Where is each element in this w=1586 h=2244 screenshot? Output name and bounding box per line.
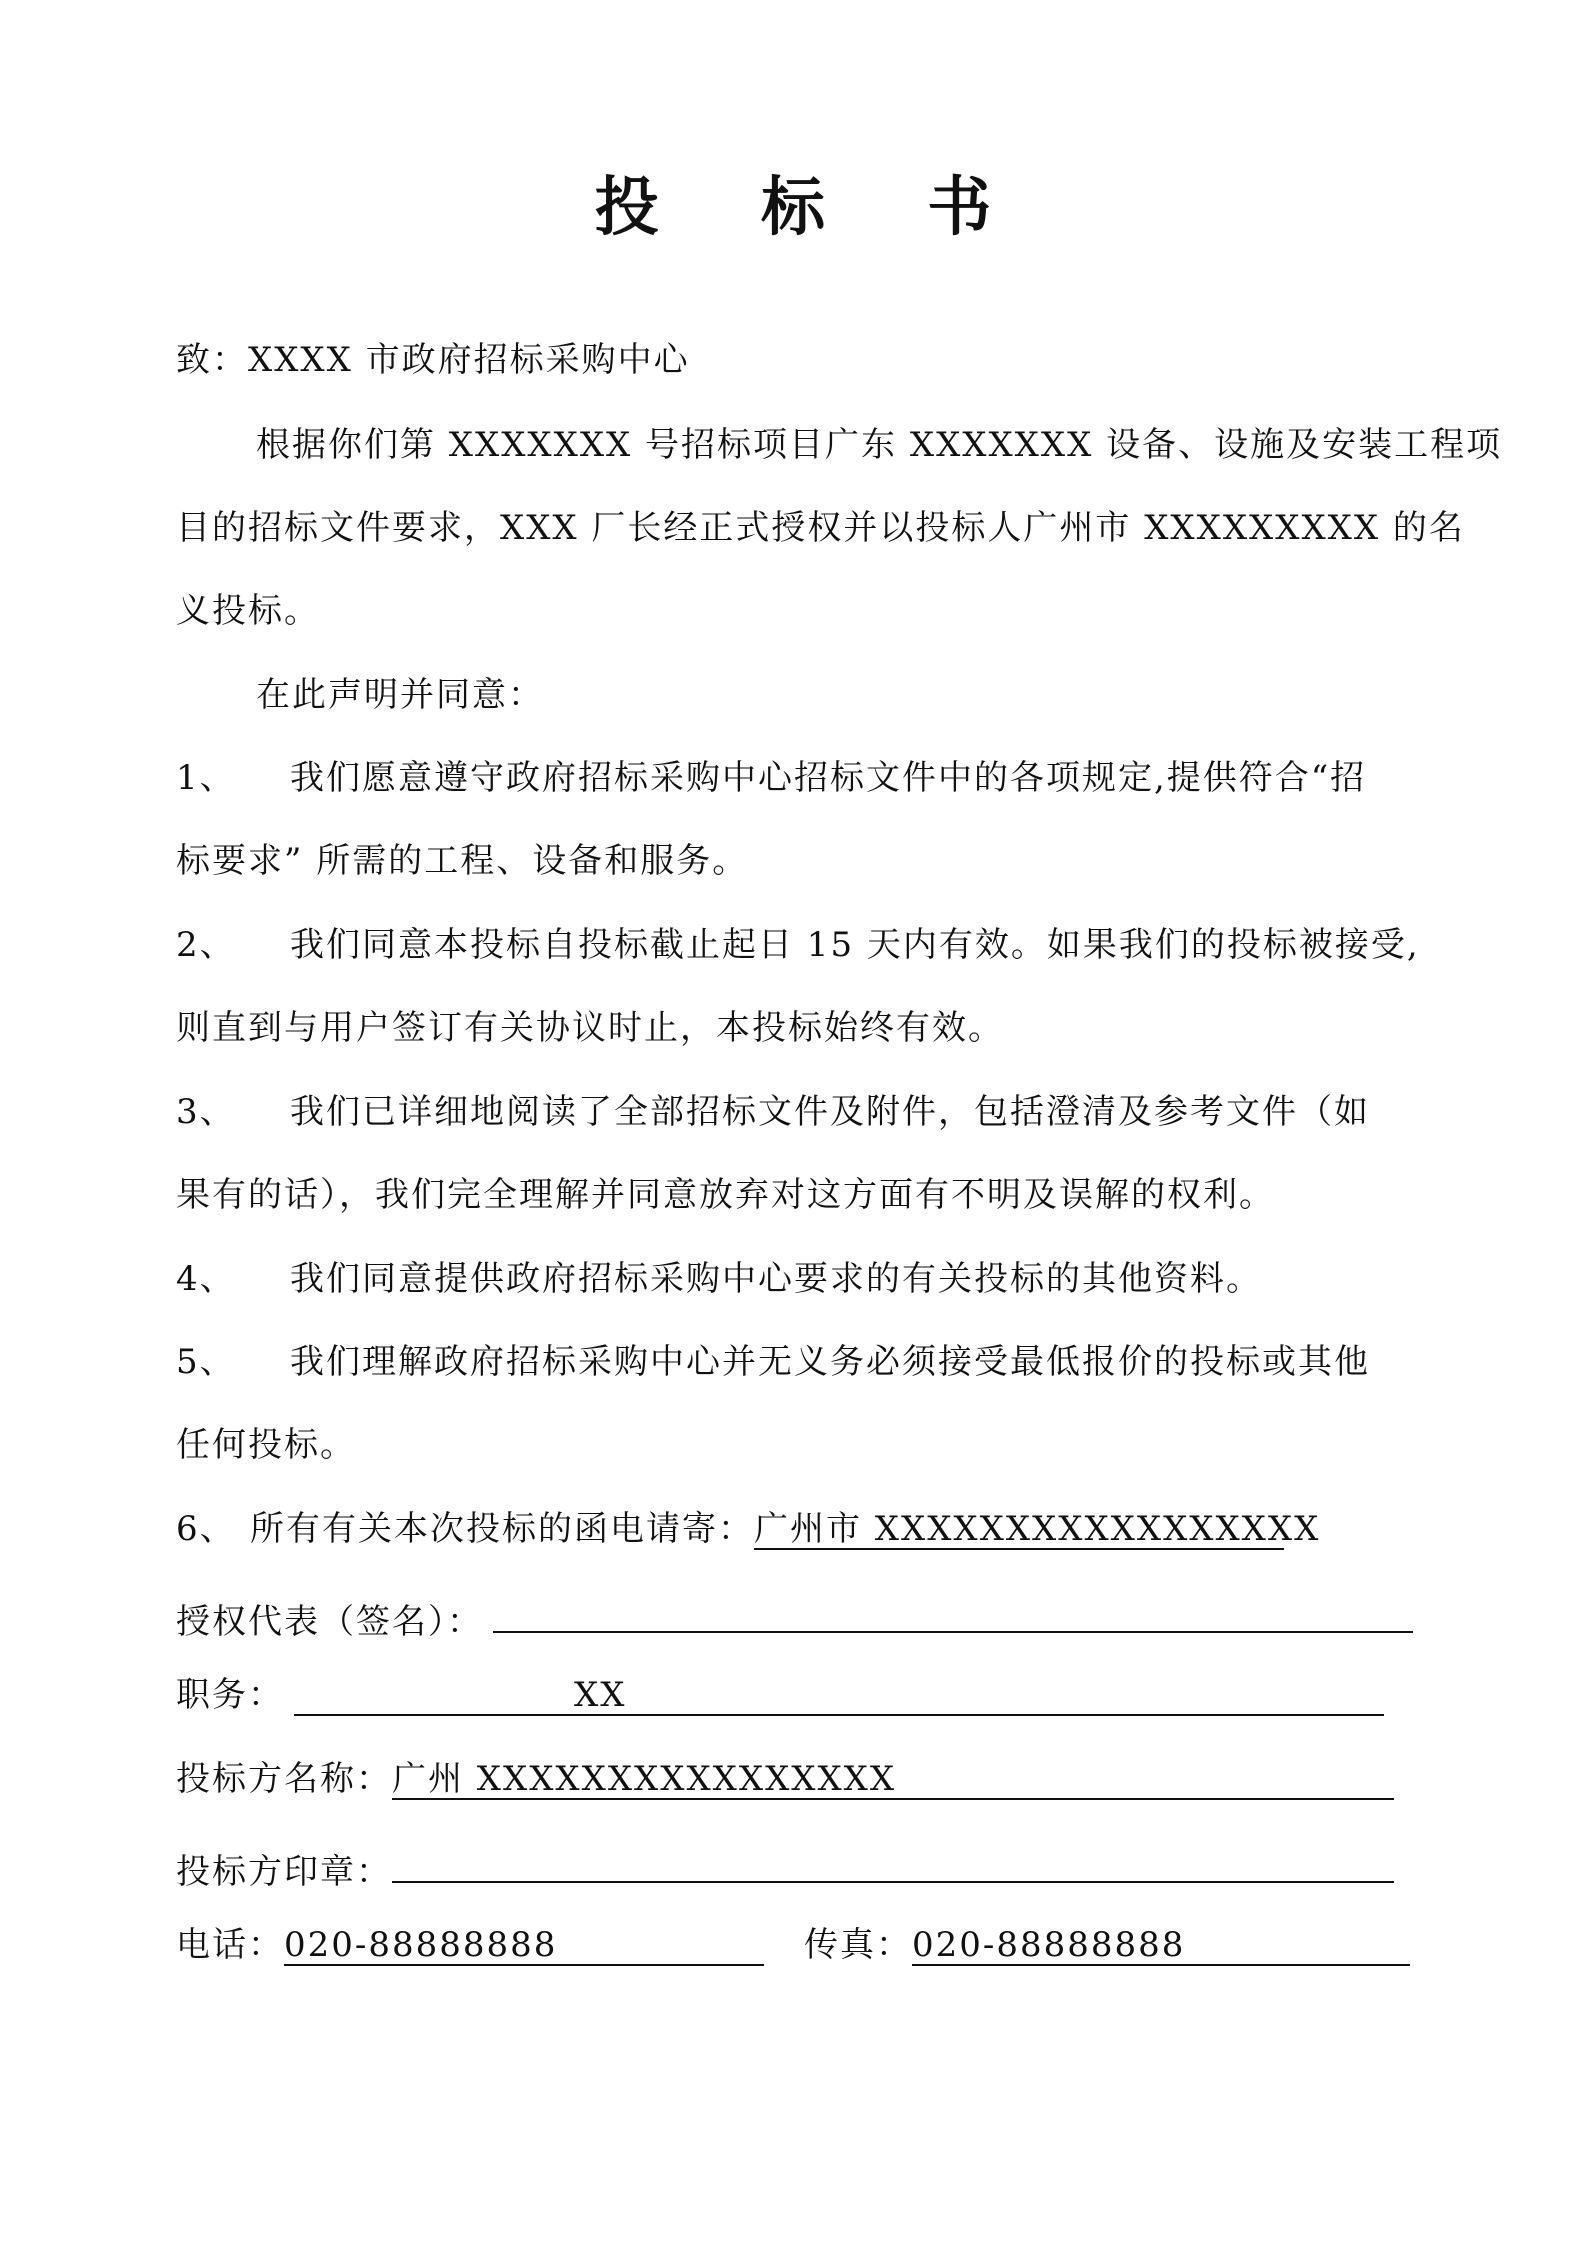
intro-line-3: 义投标。 — [176, 591, 320, 631]
list-item-number: 3、 — [176, 1092, 236, 1132]
document-title: 投 标 书 — [594, 171, 1032, 245]
contact-row — [176, 1920, 1416, 1970]
position-field[interactable] — [294, 1670, 1384, 1716]
list-item-number: 5、 — [176, 1342, 236, 1382]
list-item-2-cont: 则直到与用户签订有关协议时止，本投标始终有效。 — [176, 1008, 1004, 1048]
seal-field[interactable] — [392, 1837, 1394, 1883]
declaration: 在此声明并同意： — [256, 675, 544, 715]
list-item-1 — [176, 753, 1416, 803]
bidder-name-field[interactable]: 广州 XXXXXXXXXXXXXXXX — [392, 1754, 1394, 1800]
phone-label: 电话： — [176, 1925, 284, 1965]
list-item-5-cont: 任何投标。 — [176, 1425, 356, 1465]
intro-line-2: 目的招标文件要求，XXX 厂长经正式授权并以投标人广州市 XXXXXXXXX 的名 — [176, 508, 1465, 548]
intro-line-1: 根据你们第 XXXXXXX 号招标项目广东 XXXXXXX 设备、设施及安装工程项 — [256, 425, 1503, 465]
rep-signature-field[interactable] — [493, 1587, 1413, 1633]
position-row — [176, 1670, 1416, 1720]
list-item-4 — [176, 1254, 1416, 1304]
list-item-text: 我们同意本投标自投标截止起日 15 天内有效。如果我们的投标被接受, — [290, 925, 1420, 965]
fax-label: 传真： — [804, 1925, 912, 1965]
list-item-number: 4、 — [176, 1259, 236, 1299]
position-value: XX — [574, 1675, 627, 1715]
list-item-number: 1、 — [176, 758, 236, 798]
list-item-text: 我们愿意遵守政府招标采购中心招标文件中的各项规定,提供符合“招 — [290, 758, 1367, 798]
mailing-label: 所有有关本次投标的函电请寄： — [250, 1509, 754, 1549]
fax-field[interactable]: 020-88888888 — [912, 1920, 1410, 1966]
rep-row — [176, 1587, 1416, 1647]
seal-row — [176, 1837, 1416, 1897]
seal-label: 投标方印章： — [176, 1852, 392, 1892]
rep-label: 授权代表（签名）： — [176, 1602, 483, 1642]
mailing-address-field[interactable]: 广州市 XXXXXXXXXXXXXXXXX — [754, 1504, 1284, 1550]
list-item-text: 我们理解政府招标采购中心并无义务必须接受最低报价的投标或其他 — [290, 1342, 1370, 1382]
list-item-2 — [176, 920, 1420, 970]
list-item-5 — [176, 1337, 1416, 1387]
list-item-3 — [176, 1087, 1416, 1137]
list-item-1-cont: 标要求” 所需的工程、设备和服务。 — [176, 841, 749, 881]
bidder-label: 投标方名称： — [176, 1759, 392, 1799]
list-item-text: 我们已详细地阅读了全部招标文件及附件，包括澄清及参考文件（如 — [290, 1092, 1370, 1132]
list-item-6 — [176, 1504, 1416, 1554]
list-item-text: 我们同意提供政府招标采购中心要求的有关投标的其他资料。 — [290, 1259, 1262, 1299]
list-item-number: 6、 — [176, 1509, 236, 1549]
list-item-number: 2、 — [176, 925, 236, 965]
bidder-row — [176, 1754, 1416, 1804]
addressee: 致：XXXX 市政府招标采购中心 — [176, 340, 690, 380]
position-label: 职务： — [176, 1675, 284, 1715]
list-item-3-cont: 果有的话），我们完全理解并同意放弃对这方面有不明及误解的权利。 — [176, 1175, 1275, 1215]
phone-field[interactable]: 020-88888888 — [284, 1920, 764, 1966]
